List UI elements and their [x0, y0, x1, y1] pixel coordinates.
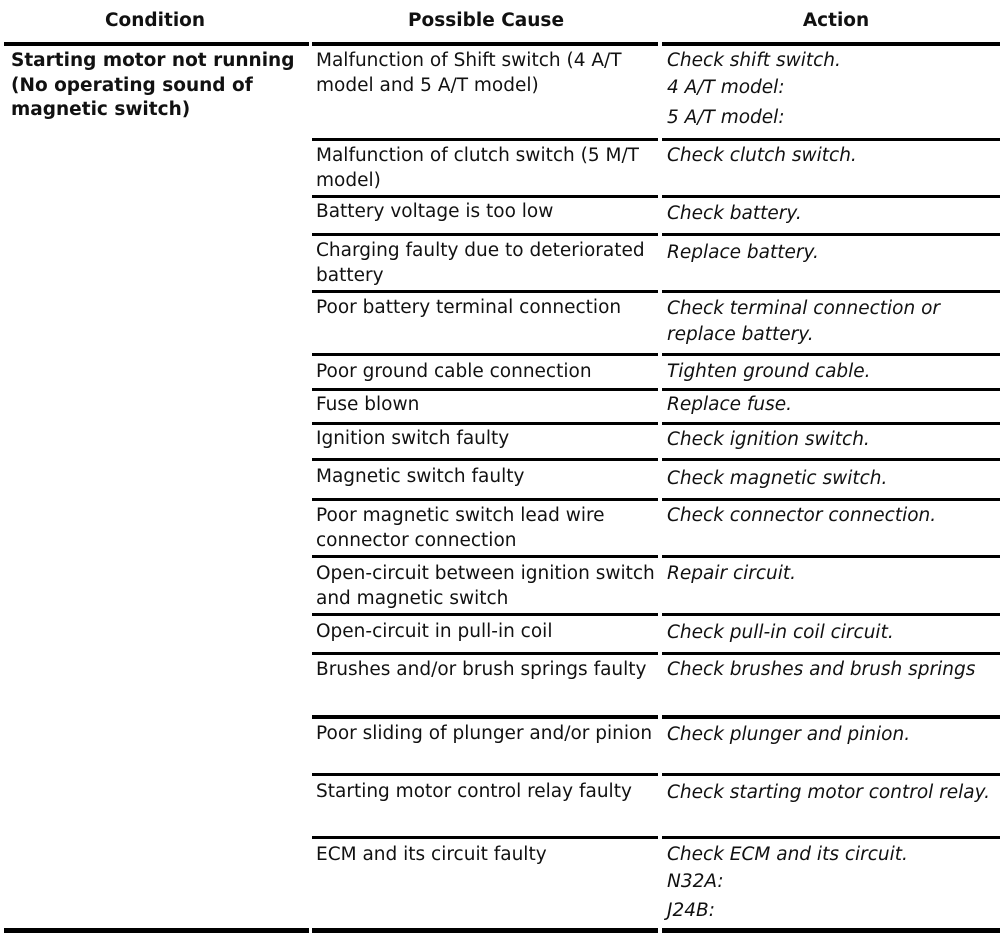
row-separator	[312, 836, 658, 839]
row-separator	[312, 773, 658, 776]
action-cell: Check starting motor control relay.	[667, 782, 991, 803]
row-separator	[312, 195, 658, 198]
row-separator	[312, 715, 658, 719]
cause-cell: Poor ground cable connection	[316, 361, 592, 382]
cause-cell: Open-circuit between ignition switch and magnetic switch	[316, 563, 655, 609]
cause-cell: Malfunction of clutch switch (5 M/T model)	[316, 145, 639, 191]
action-cell: Check ECM and its circuit.	[667, 844, 908, 865]
row-separator	[312, 652, 658, 655]
row-separator	[312, 458, 658, 461]
condition-text: Starting motor not running (No operating sound of magnetic switch)	[11, 50, 295, 120]
action-cell: Repair circuit.	[667, 563, 797, 584]
row-separator	[312, 353, 658, 356]
cause-cell: Open-circuit in pull-in coil	[316, 621, 553, 642]
cause-cell: Poor battery terminal connection	[316, 297, 622, 318]
header-condition: Condition	[104, 10, 206, 31]
row-separator	[312, 422, 658, 425]
row-separator	[312, 498, 658, 501]
action-sub-label: 5 A/T model:	[667, 107, 785, 128]
row-separator	[662, 458, 1000, 461]
row-separator	[662, 498, 1000, 501]
header-possible-cause: Possible Cause	[408, 10, 564, 31]
row-separator	[662, 836, 1000, 839]
action-cell: Check terminal connection or replace battery.	[667, 298, 941, 345]
cause-cell: Starting motor control relay faulty	[316, 781, 632, 802]
header-action: Action	[802, 10, 870, 31]
action-sub-label: 4 A/T model:	[667, 77, 785, 98]
row-separator	[662, 422, 1000, 425]
row-separator	[662, 290, 1000, 293]
row-separator	[312, 233, 658, 236]
row-separator	[312, 555, 658, 558]
cause-cell: Magnetic switch faulty	[316, 466, 525, 487]
row-separator	[662, 715, 1000, 719]
row-separator	[312, 388, 658, 391]
action-cell: Replace battery.	[667, 242, 819, 263]
row-separator	[662, 613, 1000, 616]
action-cell: Check battery.	[667, 203, 802, 224]
cause-cell: Fuse blown	[316, 394, 420, 415]
row-separator	[662, 555, 1000, 558]
header-rule	[662, 42, 1000, 46]
action-cell: Check shift switch.	[667, 50, 841, 71]
action-cell: Check brushes and brush springs	[667, 659, 976, 680]
row-separator	[662, 652, 1000, 655]
row-separator	[662, 353, 1000, 356]
cause-cell: Charging faulty due to deteriorated battery	[316, 240, 645, 286]
row-separator	[662, 388, 1000, 391]
action-cell: Check magnetic switch.	[667, 468, 888, 489]
row-separator	[312, 138, 658, 141]
bottom-rule	[4, 928, 309, 933]
header-rule	[4, 42, 309, 46]
cause-cell: Poor sliding of plunger and/or pinion	[316, 723, 653, 744]
cause-cell: Ignition switch faulty	[316, 428, 510, 449]
action-cell: Check ignition switch.	[667, 429, 870, 450]
action-sub-label: N32A:	[667, 871, 724, 892]
cause-cell: Battery voltage is too low	[316, 201, 554, 222]
action-cell: Check pull-in coil circuit.	[667, 622, 894, 643]
row-separator	[312, 613, 658, 616]
action-cell: Tighten ground cable.	[667, 361, 871, 382]
row-separator	[662, 195, 1000, 198]
action-cell: Check clutch switch.	[667, 145, 857, 166]
cause-cell: Brushes and/or brush springs faulty	[316, 659, 647, 680]
cause-cell: ECM and its circuit faulty	[316, 844, 547, 865]
row-separator	[662, 138, 1000, 141]
action-cell: Check plunger and pinion.	[667, 724, 911, 745]
cause-cell: Malfunction of Shift switch (4 A/T model and 5 A/T model)	[316, 50, 622, 96]
bottom-rule	[312, 928, 658, 933]
row-separator	[662, 233, 1000, 236]
bottom-rule	[662, 928, 1000, 933]
action-cell: Check connector connection.	[667, 505, 937, 526]
cause-cell: Poor magnetic switch lead wire connector connection	[316, 505, 605, 551]
row-separator	[312, 290, 658, 293]
header-rule	[312, 42, 658, 46]
row-separator	[662, 773, 1000, 776]
action-sub-label: J24B:	[667, 900, 715, 921]
action-cell: Replace fuse.	[667, 394, 793, 415]
